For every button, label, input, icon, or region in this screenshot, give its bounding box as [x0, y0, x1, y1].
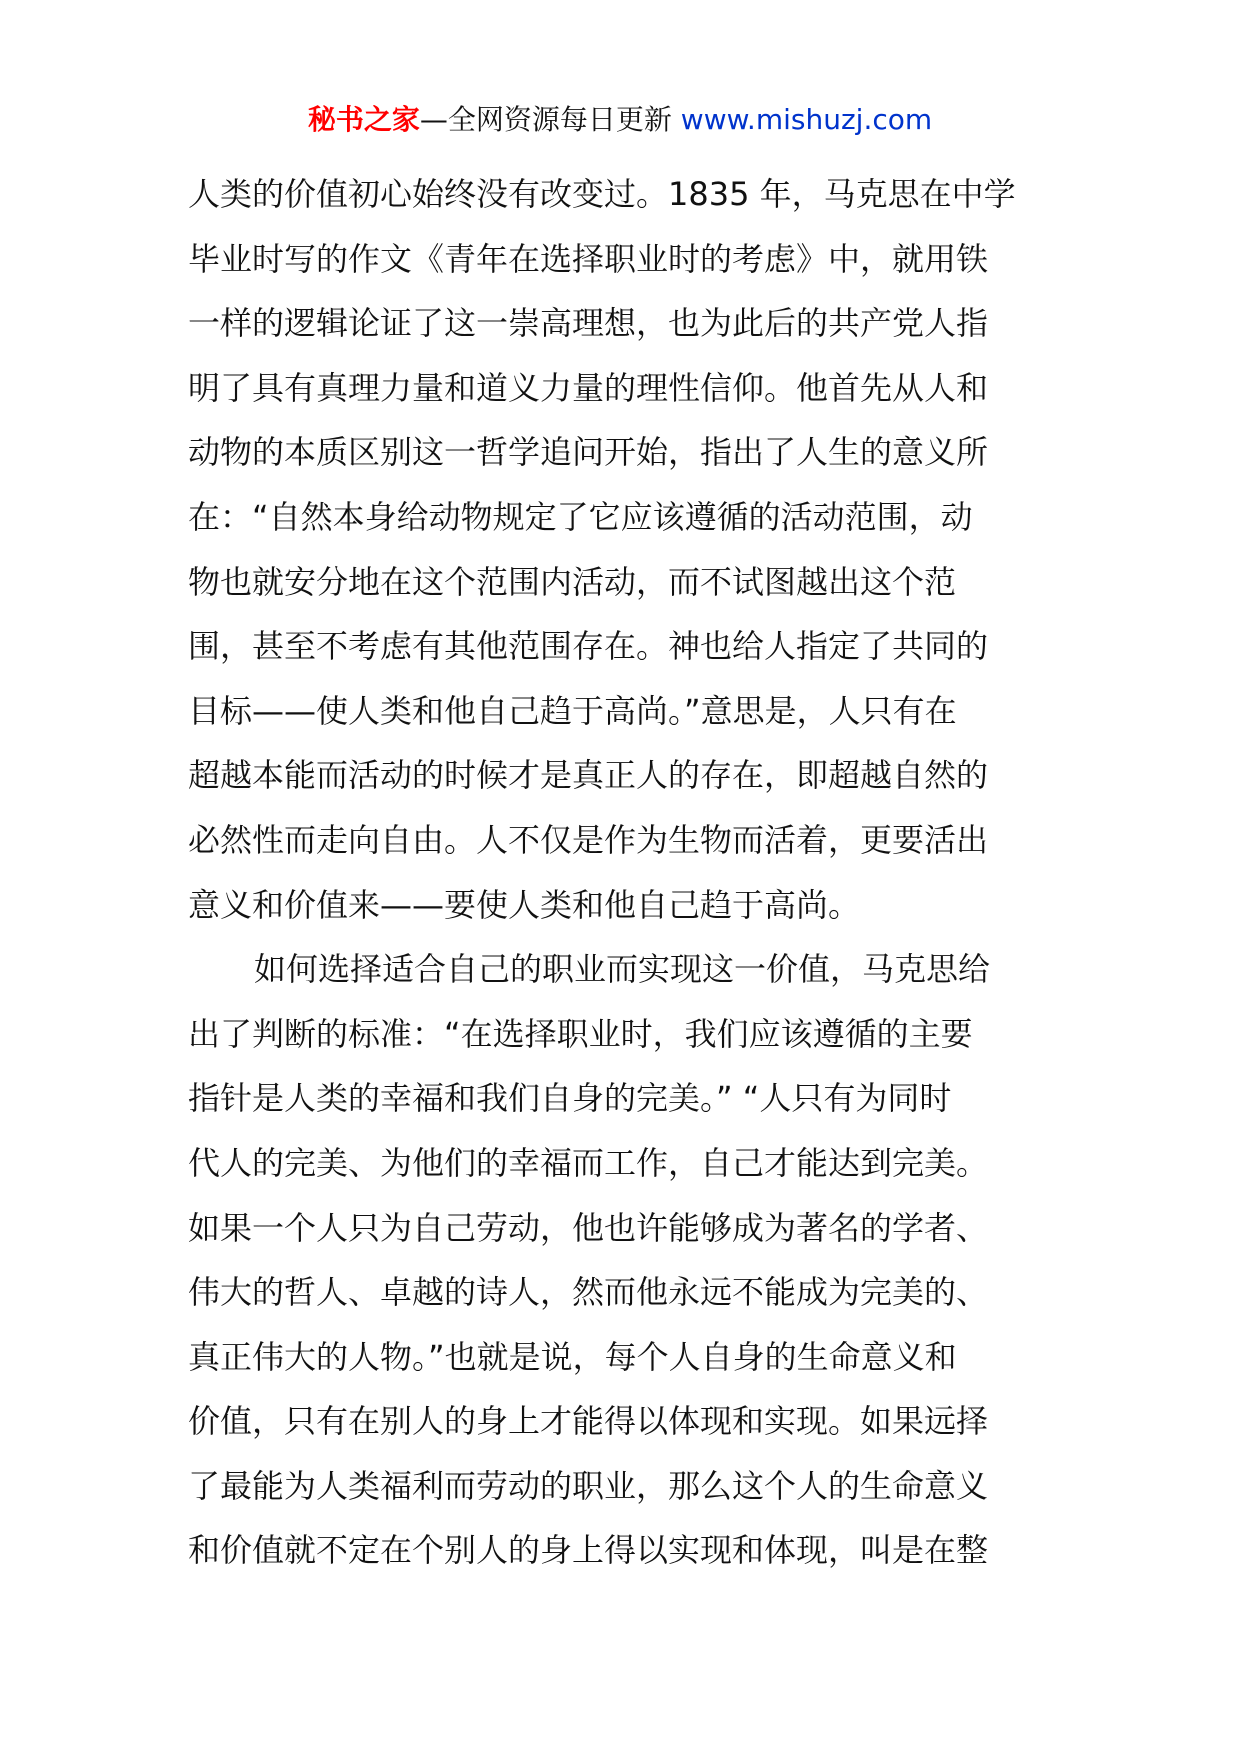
text-line: 在：“自然本身给动物规定了它应该遵循的活动范围，动	[188, 497, 973, 536]
text-line: 代人的完美、为他们的幸福而工作，自己才能达到完美。	[188, 1143, 989, 1182]
text-line: 一样的逻辑论证了这一崇高理想，也为此后的共产党人指	[188, 304, 989, 343]
paragraph-2	[188, 937, 1063, 1583]
text-line: 指针是人类的幸福和我们自身的完美。” “人只有为同时	[188, 1079, 952, 1118]
text-line: 超越本能而活动的时候才是真正人的存在，即超越自然的	[188, 756, 989, 795]
text-line: 和价值就不定在个别人的身上得以实现和体现，叫是在整	[188, 1531, 989, 1570]
text-line: 毕业时写的作文《青年在选择职业时的考虑》中，就用铁	[188, 239, 989, 278]
text-line: 必然性而走向自由。人不仅是作为生物而活着，更要活出	[188, 820, 989, 859]
site-brand: 秘书之家	[307, 103, 420, 136]
text-line: 伟大的哲人、卓越的诗人，然而他永远不能成为完美的、	[188, 1273, 989, 1312]
site-header	[0, 100, 1240, 140]
text-line-indented: 如何选择适合自己的职业而实现这一价值，马克思给	[254, 950, 991, 989]
text-line: 目标——使人类和他自己趋于高尚。”意思是，人只有在	[188, 691, 957, 730]
text-line: 明了具有真理力量和道义力量的理性信仰。他首先从人和	[188, 368, 989, 407]
text-line: 动物的本质区别这一哲学追问开始，指出了人生的意义所	[188, 433, 989, 472]
paragraph-1	[188, 162, 1063, 937]
text-line: 人类的价值初心始终没有改变过。1835 年，马克思在中学	[188, 175, 1016, 213]
text-line: 出了判断的标准：“在选择职业时，我们应该遵循的主要	[188, 1014, 973, 1053]
text-line: 如果一个人只为自己劳动，他也许能够成为著名的学者、	[188, 1208, 989, 1247]
text-line: 了最能为人类福利而劳动的职业，那么这个人的生命意义	[188, 1466, 989, 1505]
text-line: 价值，只有在别人的身上才能得以体现和实现。如果远择	[188, 1402, 989, 1441]
text-line: 围，甚至不考虑有其他范围存在。神也给人指定了共同的	[188, 627, 989, 666]
text-line: 真正伟大的人物。”也就是说，每个人自身的生命意义和	[188, 1337, 957, 1376]
document-body	[188, 162, 1063, 1583]
site-tagline: —全网资源每日更新	[419, 103, 672, 136]
text-line: 物也就安分地在这个范围内活动，而不试图越出这个范	[188, 562, 957, 601]
site-url-link[interactable]: www.mishuzj.com	[680, 103, 933, 136]
text-line: 意义和价值来——要使人类和他自己趋于高尚。	[188, 885, 861, 924]
